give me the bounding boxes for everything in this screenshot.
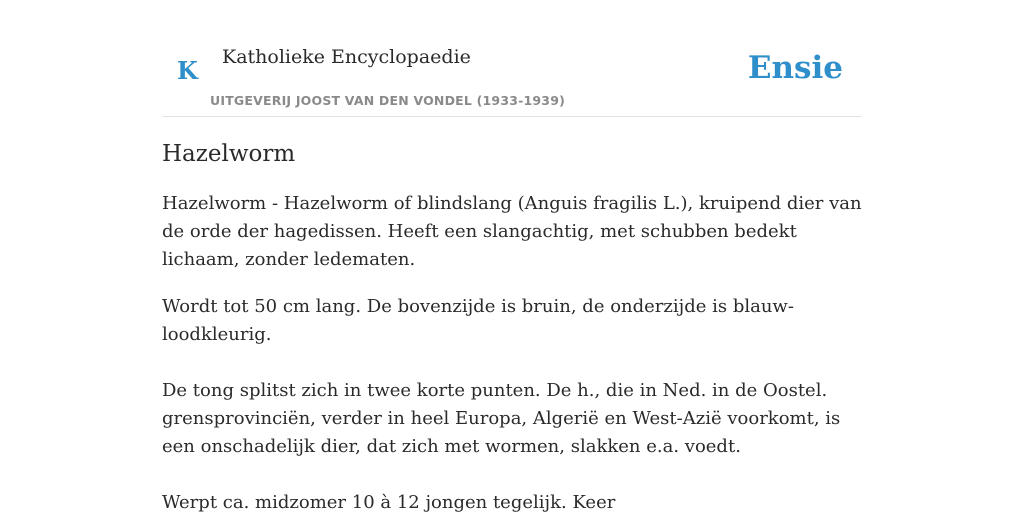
article [162, 138, 862, 517]
site-header [162, 0, 862, 117]
encyclopedia-logo[interactable]: K [177, 56, 198, 85]
article-title: Hazelworm [162, 141, 296, 167]
article-paragraph: Werpt ca. midzomer 10 à 12 jongen tegelijk. Keer [162, 492, 616, 513]
site-title[interactable]: Katholieke Encyclopaedie [222, 46, 471, 68]
article-paragraph: Wordt tot 50 cm lang. De bovenzijde is bruin, de onderzijde is blauw-loodkleurig. [162, 296, 794, 345]
article-paragraph: De tong splitst zich in twee korte punten. De h., die in Ned. in de Oostel. grensprovinciën, verder in heel Europa, Algerië en West-Azië voorkomt, is een onschadelijk dier, dat zich met wormen, slakken e.a. voedt. [162, 380, 841, 457]
publisher-subtitle: UITGEVERIJ JOOST VAN DEN VONDEL (1933-1939) [210, 93, 566, 108]
article-paragraph: Hazelworm - Hazelworm of blindslang (Anguis fragilis L.), kruipend dier van de orde der hagedissen. Heeft een slangachtig, met schubben bedekt lichaam, zonder ledematen. [162, 193, 862, 270]
ensie-brand-link[interactable]: Ensie [747, 50, 843, 86]
